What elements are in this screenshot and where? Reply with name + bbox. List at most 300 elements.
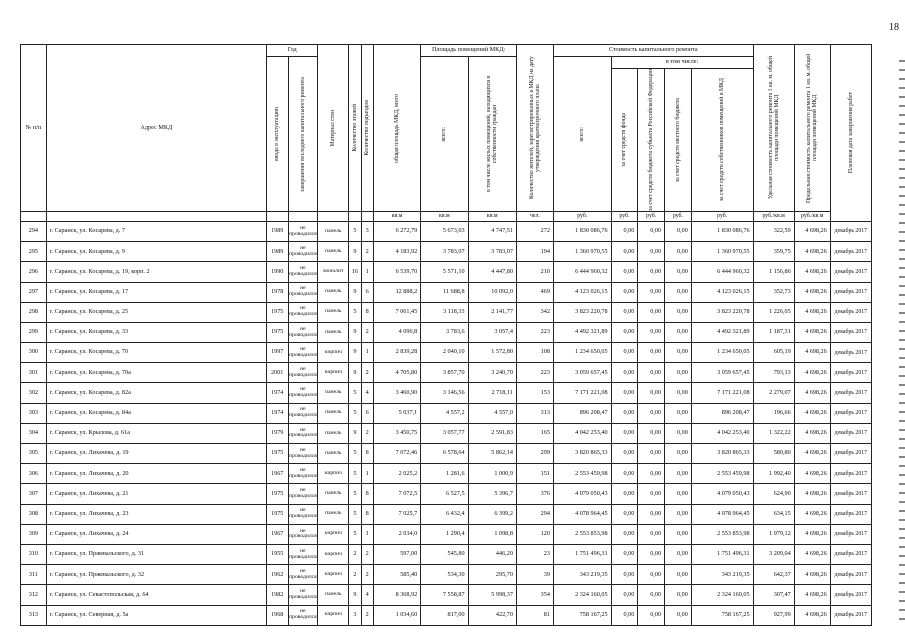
year-built-cell: 1968: [266, 605, 288, 625]
regional-cell: 0,00: [638, 605, 665, 625]
fund-cell: 0,00: [611, 484, 638, 504]
year-built-cell: 1974: [266, 403, 288, 423]
row-number: 300: [21, 343, 47, 363]
col-group-area: Площадь помещений МКД:: [421, 45, 517, 57]
area-private-cell: 295,70: [468, 565, 516, 585]
unit-cost-cell: 1 992,40: [753, 464, 794, 484]
owners-cell: 4 492 321,89: [691, 322, 753, 342]
unit-label: кв.м: [468, 211, 516, 221]
floors-cell: 2: [349, 565, 361, 585]
local-cell: 0,00: [665, 524, 692, 544]
fund-cell: 0,00: [611, 423, 638, 443]
total-area-cell: 8 368,92: [373, 585, 420, 605]
residents-cell: 210: [516, 262, 553, 282]
regional-cell: 0,00: [638, 242, 665, 262]
col-regional: за счет средств бюджета субъекта Российской Федерации: [638, 69, 665, 212]
year-built-cell: 1975: [266, 504, 288, 524]
year-repair-cell: не проводился: [288, 403, 318, 423]
area-private-cell: 422,70: [468, 605, 516, 625]
table-row: [21, 322, 872, 342]
table-row: [21, 383, 872, 403]
residents-cell: 299: [516, 444, 553, 464]
area-all-cell: 545,80: [421, 544, 468, 564]
owners-cell: 4 042 253,40: [691, 423, 753, 443]
year-repair-cell: не проводился: [288, 363, 318, 383]
plan-date-cell: декабрь 2017: [830, 464, 871, 484]
area-all-cell: 5 571,10: [421, 262, 468, 282]
regional-cell: 0,00: [638, 565, 665, 585]
plan-date-cell: декабрь 2017: [830, 242, 871, 262]
fund-cell: 0,00: [611, 322, 638, 342]
local-cell: 0,00: [665, 504, 692, 524]
table-row: [21, 262, 872, 282]
unit-cost-cell: 1 979,12: [753, 524, 794, 544]
total-area-cell: 585,40: [373, 565, 420, 585]
table-row: [21, 524, 872, 544]
year-repair-cell: не проводился: [288, 524, 318, 544]
max-cost-cell: 4 698,26: [794, 464, 830, 484]
unit-cost-cell: 1 226,05: [753, 302, 794, 322]
regional-cell: 0,00: [638, 524, 665, 544]
year-built-cell: 1979: [266, 423, 288, 443]
owners-cell: 4 079 050,43: [691, 484, 753, 504]
entrances-cell: 4: [361, 383, 373, 403]
entrances-cell: 8: [361, 302, 373, 322]
floors-cell: 5: [349, 464, 361, 484]
wall-material-cell: панель: [318, 444, 349, 464]
cost-total-cell: 4 123 026,15: [553, 282, 611, 302]
year-built-cell: 1967: [266, 524, 288, 544]
cost-total-cell: 1 830 086,76: [553, 221, 611, 241]
year-built-cell: 1962: [266, 565, 288, 585]
row-number: 297: [21, 282, 47, 302]
total-area-cell: 7 061,45: [373, 302, 420, 322]
unit-cost-cell: 1 187,31: [753, 322, 794, 342]
owners-cell: 1 751 496,31: [691, 544, 753, 564]
address-cell: г. Саранск, ул. Косарева, д. 17: [46, 282, 266, 302]
local-cell: 0,00: [665, 383, 692, 403]
max-cost-cell: 4 698,26: [794, 383, 830, 403]
max-cost-cell: 4 698,26: [794, 544, 830, 564]
col-group-cost: Стоимость капитального ремонта: [553, 45, 753, 57]
address-cell: г. Саранск, ул. Косарева, д. 70а: [46, 363, 266, 383]
wall-material-cell: панель: [318, 242, 349, 262]
cost-total-cell: 2 553 459,98: [553, 464, 611, 484]
col-year-repair: завершения последнего капитального ремонта: [288, 57, 318, 212]
cost-total-cell: 896 208,47: [553, 403, 611, 423]
total-area-cell: 12 888,2: [373, 282, 420, 302]
max-cost-cell: 4 698,26: [794, 221, 830, 241]
residents-cell: 23: [516, 544, 553, 564]
area-all-cell: 3 118,33: [421, 302, 468, 322]
unit-cost-cell: 322,59: [753, 221, 794, 241]
area-private-cell: 5 998,37: [468, 585, 516, 605]
floors-cell: 5: [349, 403, 361, 423]
residents-cell: 223: [516, 363, 553, 383]
residents-cell: 376: [516, 484, 553, 504]
unit-cost-cell: 3 209,04: [753, 544, 794, 564]
local-cell: 0,00: [665, 464, 692, 484]
address-cell: г. Саранск, ул. Лихачева, д. 20: [46, 464, 266, 484]
total-area-cell: 2 025,2: [373, 464, 420, 484]
floors-cell: 5: [349, 484, 361, 504]
table-row: [21, 242, 872, 262]
max-cost-cell: 4 698,26: [794, 585, 830, 605]
row-number: 301: [21, 363, 47, 383]
row-number: 307: [21, 484, 47, 504]
max-cost-cell: 4 698,26: [794, 565, 830, 585]
year-repair-cell: не проводился: [288, 484, 318, 504]
area-private-cell: 5 396,7: [468, 484, 516, 504]
area-all-cell: 817,00: [421, 605, 468, 625]
row-number: 304: [21, 423, 47, 443]
area-all-cell: 6 432,4: [421, 504, 468, 524]
unit-cost-cell: 624,90: [753, 484, 794, 504]
entrances-cell: 8: [361, 504, 373, 524]
total-area-cell: 7 025,7: [373, 504, 420, 524]
address-cell: г. Саранск, ул. Севастопольская, д. 64: [46, 585, 266, 605]
cost-total-cell: 3 820 865,33: [553, 444, 611, 464]
plan-date-cell: декабрь 2017: [830, 363, 871, 383]
entrances-cell: 3: [361, 221, 373, 241]
regional-cell: 0,00: [638, 585, 665, 605]
table-row: [21, 302, 872, 322]
max-cost-cell: 4 698,26: [794, 444, 830, 464]
regional-cell: 0,00: [638, 464, 665, 484]
local-cell: 0,00: [665, 403, 692, 423]
area-all-cell: 3 783,6: [421, 322, 468, 342]
year-repair-cell: не проводился: [288, 565, 318, 585]
owners-cell: 896 208,47: [691, 403, 753, 423]
total-area-cell: 4 183,92: [373, 242, 420, 262]
max-cost-cell: 4 698,26: [794, 322, 830, 342]
address-cell: г. Саранск, ул. Северная, д. 5а: [46, 605, 266, 625]
total-area-cell: 597,00: [373, 544, 420, 564]
local-cell: 0,00: [665, 544, 692, 564]
year-built-cell: 1989: [266, 242, 288, 262]
col-max-cost: Предельная стоимость капитального ремонта 1 кв. м. общей площади помещений МКД: [794, 45, 830, 212]
unit-cost-cell: 927,99: [753, 605, 794, 625]
row-number: 294: [21, 221, 47, 241]
fund-cell: 0,00: [611, 343, 638, 363]
residents-cell: 194: [516, 242, 553, 262]
year-repair-cell: не проводился: [288, 302, 318, 322]
row-number: 298: [21, 302, 47, 322]
regional-cell: 0,00: [638, 363, 665, 383]
fund-cell: 0,00: [611, 282, 638, 302]
cost-total-cell: 2 324 160,05: [553, 585, 611, 605]
unit-cost-cell: 793,13: [753, 363, 794, 383]
year-built-cell: 1974: [266, 383, 288, 403]
area-all-cell: 1 290,4: [421, 524, 468, 544]
residents-cell: 294: [516, 504, 553, 524]
year-built-cell: 1989: [266, 221, 288, 241]
year-built-cell: 1975: [266, 484, 288, 504]
year-built-cell: 1997: [266, 343, 288, 363]
cost-total-cell: 4 078 964,45: [553, 504, 611, 524]
total-area-cell: 1 034,60: [373, 605, 420, 625]
wall-material-cell: панель: [318, 302, 349, 322]
cost-total-cell: 3 059 657,45: [553, 363, 611, 383]
area-all-cell: 3 146,56: [421, 383, 468, 403]
area-all-cell: 2 040,10: [421, 343, 468, 363]
fund-cell: 0,00: [611, 464, 638, 484]
col-wall-material: Материал стен: [318, 45, 349, 212]
wall-material-cell: панель: [318, 403, 349, 423]
owners-cell: 2 553 459,98: [691, 464, 753, 484]
total-area-cell: 2 034,0: [373, 524, 420, 544]
unit-cost-cell: 196,66: [753, 403, 794, 423]
plan-date-cell: декабрь 2017: [830, 403, 871, 423]
regional-cell: 0,00: [638, 423, 665, 443]
regional-cell: 0,00: [638, 383, 665, 403]
address-cell: г. Саранск, ул. Лихачева, д. 23: [46, 504, 266, 524]
area-private-cell: 6 399,2: [468, 504, 516, 524]
wall-material-cell: панель: [318, 504, 349, 524]
plan-date-cell: декабрь 2017: [830, 322, 871, 342]
table-row: [21, 423, 872, 443]
floors-cell: 9: [349, 242, 361, 262]
unit-cost-cell: 2 279,07: [753, 383, 794, 403]
table-row: [21, 585, 872, 605]
max-cost-cell: 4 698,26: [794, 242, 830, 262]
entrances-cell: 1: [361, 262, 373, 282]
unit-cost-cell: 642,37: [753, 565, 794, 585]
area-private-cell: 3 057,4: [468, 322, 516, 342]
entrances-cell: 8: [361, 484, 373, 504]
year-repair-cell: не проводился: [288, 605, 318, 625]
local-cell: 0,00: [665, 565, 692, 585]
owners-cell: 2 324 160,05: [691, 585, 753, 605]
max-cost-cell: 4 698,26: [794, 605, 830, 625]
residents-cell: 151: [516, 464, 553, 484]
floors-cell: 5: [349, 302, 361, 322]
wall-material-cell: кирпич: [318, 343, 349, 363]
wall-material-cell: кирпич: [318, 464, 349, 484]
max-cost-cell: 4 698,26: [794, 423, 830, 443]
year-built-cell: 2001: [266, 363, 288, 383]
table-row: [21, 363, 872, 383]
local-cell: 0,00: [665, 363, 692, 383]
cost-total-cell: 4 492 321,89: [553, 322, 611, 342]
residents-cell: 313: [516, 403, 553, 423]
area-private-cell: 10 092,0: [468, 282, 516, 302]
year-repair-cell: не проводился: [288, 544, 318, 564]
year-built-cell: 1975: [266, 444, 288, 464]
plan-date-cell: декабрь 2017: [830, 504, 871, 524]
floors-cell: 9: [349, 282, 361, 302]
area-private-cell: 2 718,11: [468, 383, 516, 403]
cost-total-cell: 7 171 221,08: [553, 383, 611, 403]
wall-material-cell: монолит: [318, 262, 349, 282]
unit-cost-cell: 580,80: [753, 444, 794, 464]
residents-cell: 354: [516, 585, 553, 605]
address-cell: г. Саранск, ул. Пржевальского, д. 31: [46, 544, 266, 564]
max-cost-cell: 4 698,26: [794, 282, 830, 302]
unit-cost-cell: 1 322,22: [753, 423, 794, 443]
residents-cell: 81: [516, 605, 553, 625]
col-group-year: Год: [266, 45, 317, 57]
floors-cell: 9: [349, 343, 361, 363]
year-built-cell: 1955: [266, 544, 288, 564]
total-area-cell: 7 072,5: [373, 484, 420, 504]
area-all-cell: 3 857,70: [421, 363, 468, 383]
col-year-built: ввода в эксплуатацию: [266, 57, 288, 212]
fund-cell: 0,00: [611, 221, 638, 241]
wall-material-cell: панель: [318, 221, 349, 241]
page-number: 18: [889, 22, 899, 33]
row-number: 296: [21, 262, 47, 282]
regional-cell: 0,00: [638, 282, 665, 302]
unit-label: руб.: [611, 211, 638, 221]
unit-label: кв.м: [373, 211, 420, 221]
floors-cell: 3: [349, 605, 361, 625]
col-cost-total: всего:: [553, 57, 611, 212]
regional-cell: 0,00: [638, 322, 665, 342]
year-repair-cell: не проводился: [288, 242, 318, 262]
entrances-cell: 6: [361, 282, 373, 302]
year-repair-cell: не проводился: [288, 383, 318, 403]
entrances-cell: 2: [361, 423, 373, 443]
residents-cell: 153: [516, 383, 553, 403]
total-area-cell: 6 272,79: [373, 221, 420, 241]
regional-cell: 0,00: [638, 484, 665, 504]
residents-cell: 120: [516, 524, 553, 544]
owners-cell: 3 059 657,45: [691, 363, 753, 383]
col-plan-date: Плановая дата завершения работ: [830, 45, 871, 222]
year-repair-cell: не проводился: [288, 464, 318, 484]
cost-total-cell: 2 553 853,98: [553, 524, 611, 544]
local-cell: 0,00: [665, 282, 692, 302]
floors-cell: 5: [349, 504, 361, 524]
fund-cell: 0,00: [611, 565, 638, 585]
fund-cell: 0,00: [611, 524, 638, 544]
max-cost-cell: 4 698,26: [794, 524, 830, 544]
regional-cell: 0,00: [638, 221, 665, 241]
plan-date-cell: декабрь 2017: [830, 383, 871, 403]
total-area-cell: 6 539,70: [373, 262, 420, 282]
residents-cell: 223: [516, 322, 553, 342]
entrances-cell: 6: [361, 403, 373, 423]
local-cell: 0,00: [665, 444, 692, 464]
entrances-cell: 4: [361, 585, 373, 605]
cost-total-cell: 1 234 650,05: [553, 343, 611, 363]
cost-total-cell: 758 167,25: [553, 605, 611, 625]
entrances-cell: 2: [361, 544, 373, 564]
row-number: 303: [21, 403, 47, 423]
col-entrances: Количество подъездов: [361, 45, 373, 212]
year-built-cell: 1975: [266, 322, 288, 342]
plan-date-cell: декабрь 2017: [830, 484, 871, 504]
col-fund: за счет средств фонда: [611, 69, 638, 212]
wall-material-cell: панель: [318, 383, 349, 403]
col-floors: Количество этажей: [349, 45, 361, 212]
row-number: 312: [21, 585, 47, 605]
wall-material-cell: кирпич: [318, 363, 349, 383]
floors-cell: 9: [349, 585, 361, 605]
regional-cell: 0,00: [638, 504, 665, 524]
total-area-cell: 3 460,90: [373, 383, 420, 403]
total-area-cell: 2 839,28: [373, 343, 420, 363]
floors-cell: 9: [349, 322, 361, 342]
area-private-cell: 3 240,70: [468, 363, 516, 383]
owners-cell: 343 219,35: [691, 565, 753, 585]
year-repair-cell: не проводился: [288, 322, 318, 342]
entrances-cell: 1: [361, 464, 373, 484]
wall-material-cell: панель: [318, 585, 349, 605]
address-cell: г. Саранск, ул. Косарева, д. 9: [46, 242, 266, 262]
address-cell: г. Саранск, ул. Косарева, д. 82а: [46, 383, 266, 403]
wall-material-cell: кирпич: [318, 544, 349, 564]
row-number: 302: [21, 383, 47, 403]
row-number: 305: [21, 444, 47, 464]
cost-total-cell: 4 079 050,43: [553, 484, 611, 504]
wall-material-cell: кирпич: [318, 524, 349, 544]
col-owners: за счет средств собственников помещений в МКД: [691, 69, 753, 212]
floors-cell: 5: [349, 383, 361, 403]
col-total-area: общая площадь МКД, всего: [373, 45, 420, 212]
area-all-cell: 5 673,03: [421, 221, 468, 241]
entrances-cell: 2: [361, 242, 373, 262]
table-row: [21, 464, 872, 484]
regional-cell: 0,00: [638, 262, 665, 282]
unit-label: руб.: [665, 211, 692, 221]
address-cell: г. Саранск, ул. Косарева, д. 7: [46, 221, 266, 241]
year-built-cell: 1975: [266, 302, 288, 322]
regional-cell: 0,00: [638, 544, 665, 564]
unit-cost-cell: 634,15: [753, 504, 794, 524]
entrances-cell: 2: [361, 363, 373, 383]
floors-cell: 9: [349, 363, 361, 383]
area-all-cell: 4 557,2: [421, 403, 468, 423]
fund-cell: 0,00: [611, 383, 638, 403]
max-cost-cell: 4 698,26: [794, 262, 830, 282]
total-area-cell: 3 450,75: [373, 423, 420, 443]
year-repair-cell: не проводился: [288, 262, 318, 282]
entrances-cell: 1: [361, 524, 373, 544]
address-cell: г. Саранск, ул. Лихачева, д. 21: [46, 484, 266, 504]
table-row: [21, 282, 872, 302]
plan-date-cell: декабрь 2017: [830, 565, 871, 585]
row-number: 295: [21, 242, 47, 262]
entrances-cell: 8: [361, 444, 373, 464]
unit-cost-cell: 359,75: [753, 242, 794, 262]
table-row: [21, 403, 872, 423]
table-row: [21, 565, 872, 585]
floors-cell: 16: [349, 262, 361, 282]
row-number: 306: [21, 464, 47, 484]
area-all-cell: 534,30: [421, 565, 468, 585]
area-all-cell: 3 783,07: [421, 242, 468, 262]
address-cell: г. Саранск, ул. Пржевальского, д. 32: [46, 565, 266, 585]
unit-cost-cell: 352,73: [753, 282, 794, 302]
regional-cell: 0,00: [638, 403, 665, 423]
local-cell: 0,00: [665, 221, 692, 241]
residents-cell: 108: [516, 343, 553, 363]
fund-cell: 0,00: [611, 363, 638, 383]
table-row: [21, 544, 872, 564]
year-built-cell: 1982: [266, 585, 288, 605]
address-cell: г. Саранск, ул. Косарева, д. 25: [46, 302, 266, 322]
year-repair-cell: не проводился: [288, 282, 318, 302]
cost-total-cell: 1 751 496,31: [553, 544, 611, 564]
row-number: 299: [21, 322, 47, 342]
floors-cell: 5: [349, 524, 361, 544]
col-num: № п/п: [21, 45, 47, 212]
address-cell: г. Саранск, ул. Косарева, д. 84а: [46, 403, 266, 423]
area-all-cell: 6 527,5: [421, 484, 468, 504]
fund-cell: 0,00: [611, 605, 638, 625]
